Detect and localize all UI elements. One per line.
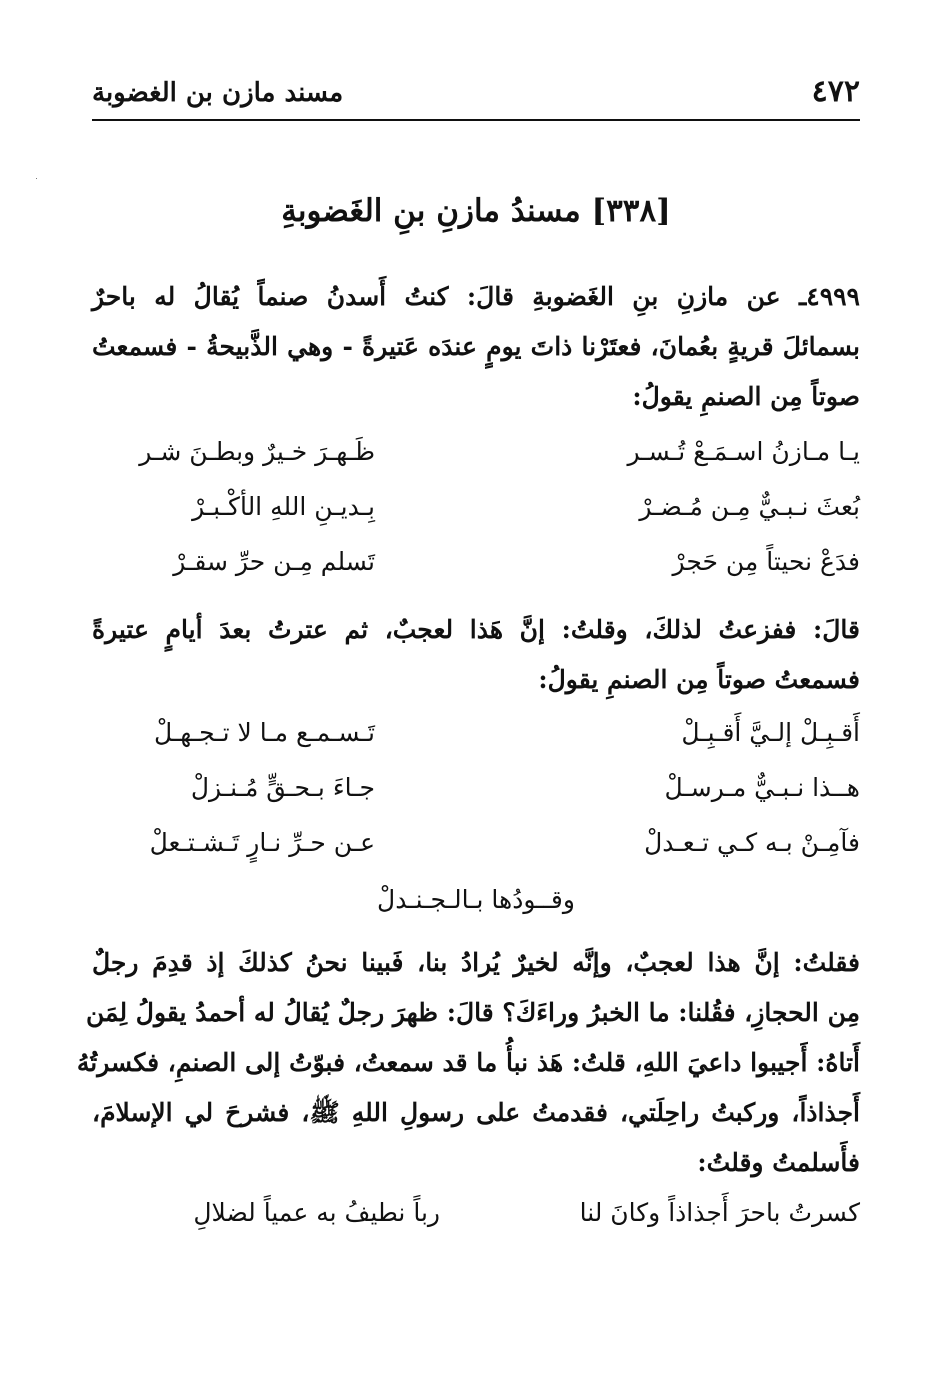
- poem-verse: [92, 718, 860, 768]
- paragraph-line: أَجذاذاً، وركبتُ راحِلَتي، فقدمتُ على رسولِ اللهِ ﷺ، فشرحَ لي الإسلامَ،: [92, 1098, 860, 1127]
- header-rule: [92, 119, 860, 121]
- verse-second-hemistich: تَـسـمـع مـا لا تـجـهـلْ: [154, 718, 375, 747]
- paragraph-line: فأَسلمتُ وقلتُ:: [697, 1148, 860, 1177]
- verse-first-hemistich: يـا مـازنُ اسـمَـعْ تُـسـر: [627, 437, 860, 466]
- verse-second-hemistich: جـاءَ بـحـقٍّ مُـنـزلْ: [190, 773, 375, 802]
- hadith-paragraph: [92, 272, 860, 422]
- poem-verse: [92, 828, 860, 878]
- narrative-paragraph: [76, 938, 860, 1188]
- paragraph-line: فسمعتُ صوتاً مِن الصنمِ يقولُ:: [538, 665, 860, 694]
- narrative-paragraph: [92, 605, 860, 705]
- verse-first-hemistich: كسرتُ باحرَ أَجذاذاً وكانَ لنا: [579, 1198, 860, 1227]
- running-title: مسند مازن بن الغضوبة: [92, 78, 344, 108]
- hadith-line: بسمائلَ قريةٍ بعُمانَ، فعتَرْنا ذاتَ يومٍ عندَه عَتيرةً - وهي الذَّبيحةُ - فسمعتُ: [92, 332, 860, 361]
- verse-first-hemistich: فدَعْ نحيتاً مِن حَجرْ: [672, 547, 860, 576]
- verse-second-hemistich: رباً نطيفُ به عمياً لضلالِ: [193, 1198, 440, 1227]
- hadith-line: صوتاً مِن الصنمِ يقولُ:: [632, 382, 860, 411]
- section-title: [٣٣٨] مسندُ مازنِ بنِ الغَضوبةِ: [281, 193, 671, 229]
- paragraph-line: أَتاهُ: أَجيبوا داعيَ اللهِ، قلتُ: هَذ نبأُ ما قد سمعتُ، فبوّتُ إلى الصنمِ، فكسرتُهُ: [76, 1048, 860, 1077]
- verse-first-hemistich: بُعثَ نـبـيٌّ مِـن مُـضـرْ: [639, 492, 860, 521]
- poem-verse: [92, 1198, 860, 1248]
- verse-second-hemistich: تَسلم مِـن حرِّ سقـرْ: [173, 547, 375, 576]
- page-header: [92, 70, 860, 116]
- scan-speck: [36, 178, 37, 179]
- poem-verse: [92, 773, 860, 823]
- verse-first-hemistich: أَقـبِـلْ إلـيَّ أَقـبِـلْ: [681, 718, 860, 747]
- poem-final-hemistich: وقــودُها بـالـجـنـدلْ: [377, 885, 575, 914]
- verse-first-hemistich: فآمِـنْ بـه كـي تـعـدلْ: [644, 828, 860, 857]
- verse-second-hemistich: بِـديـنِ اللهِ الأكْـبـرْ: [192, 492, 375, 521]
- poem-verse: [92, 547, 860, 597]
- hadith-line-text: عن مازنِ بنِ الغَضوبةِ قالَ: كنتُ أَسدنُ صنماً يُقالُ له باحرٌ: [92, 282, 781, 311]
- poem-verse: [92, 492, 860, 542]
- verse-second-hemistich: ظَـهـرَ خـيرٌ وبطـنَ شـر: [139, 437, 375, 466]
- hadith-line: [92, 272, 860, 322]
- paragraph-line: مِن الحجازِ، فقُلنا: ما الخبرُ وراءَكَ؟ قالَ: ظهرَ رجلٌ يُقالُ له أحمدُ يقولُ لِمَن: [86, 998, 860, 1027]
- poem-verse: [92, 437, 860, 487]
- paragraph-line: قالَ: ففزعتُ لذلكَ، وقلتُ: إنَّ هَذا لعجبٌ، ثم عترتُ بعدَ أيامٍ عتيرةً: [92, 615, 860, 644]
- paragraph-line: فقلتُ: إنَّ هذا لعجبٌ، وإنَّه لخيرٌ يُرادُ بنا، فَبينا نحنُ كذلكَ إذ قدِمَ رجلٌ: [92, 948, 860, 977]
- page-number: ٤٧٢: [811, 74, 860, 109]
- verse-second-hemistich: عـن حـرِّ نـارٍ تَـشـتـعلْ: [149, 828, 375, 857]
- verse-first-hemistich: هــذا نـبـيٌّ مـرسـلْ: [664, 773, 860, 802]
- hadith-number: ٤٩٩٩ـ: [798, 282, 860, 311]
